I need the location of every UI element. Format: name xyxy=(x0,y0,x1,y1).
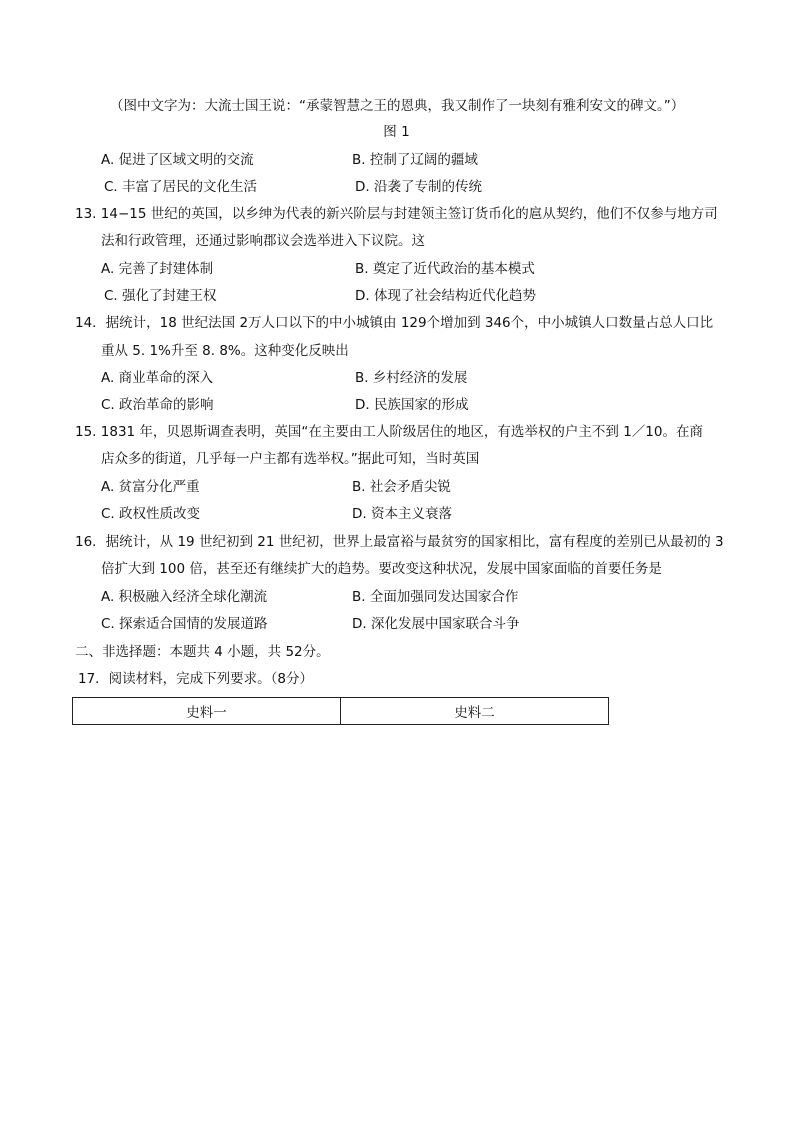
figure-caption: （图中文字为：大流士国王说：“承蒙智慧之王的恩典，我又制作了一块刻有雅利安文的碑文。”） xyxy=(110,98,685,114)
sources-table xyxy=(72,697,609,725)
q14-option-d: D. 民族国家的形成 xyxy=(355,397,469,413)
q13-option-b: B. 奠定了近代政治的基本模式 xyxy=(355,261,535,277)
q14-option-c: C. 政治革命的影响 xyxy=(101,397,214,413)
q16-stem-line2: 倍扩大到 100 倍，甚至还有继续扩大的趋势。要改变这种状况，发展中国家面临的首要任务是 xyxy=(101,561,662,577)
q12-option-d: D. 沿袭了专制的传统 xyxy=(355,179,482,195)
q14-stem-line2: 重从 5. 1%升至 8. 8%。这种变化反映出 xyxy=(101,343,349,359)
q15-stem-line2: 店众多的街道，几乎每一户主都有选举权。”据此可知，当时英国 xyxy=(101,451,480,467)
q16-option-a: A. 积极融入经济全球化潮流 xyxy=(101,589,268,605)
q14-option-b: B. 乡村经济的发展 xyxy=(355,370,468,386)
q15-option-a: A. 贫富分化严重 xyxy=(101,479,200,495)
q12-option-c: C. 丰富了居民的文化生活 xyxy=(104,179,258,195)
q13-option-c: C. 强化了封建王权 xyxy=(104,288,217,304)
table-header-source-2: 史料二 xyxy=(341,698,609,725)
q15-option-b: B. 社会矛盾尖锐 xyxy=(352,479,451,495)
q16-option-b: B. 全面加强同发达国家合作 xyxy=(352,589,519,605)
section-heading: 二、非选择题：本题共 4 小题，共 52分。 xyxy=(75,644,330,660)
q13-option-a: A. 完善了封建体制 xyxy=(101,261,214,277)
q12-option-a: A. 促进了区域文明的交流 xyxy=(101,152,254,168)
q12-option-b: B. 控制了辽阔的疆域 xyxy=(352,152,478,168)
q13-stem-line1: 13. 14−15 世纪的英国，以乡绅为代表的新兴阶层与封建领主签订货币化的扈从契约，他们不仅参与地方司 xyxy=(75,206,718,222)
q13-option-d: D. 体现了社会结构近代化趋势 xyxy=(355,288,536,304)
q17-stem: 17．阅读材料，完成下列要求。（8分） xyxy=(78,671,314,687)
q16-option-c: C. 探索适合国情的发展道路 xyxy=(101,616,268,632)
q15-stem-line1: 15. 1831 年，贝恩斯调查表明，英国“在主要由工人阶级居住的地区，有选举权的户主不到 1／10。在商 xyxy=(75,424,703,440)
q15-option-c: C. 政权性质改变 xyxy=(101,506,201,522)
figure-label: 图 1 xyxy=(383,124,410,140)
q15-option-d: D. 资本主义衰落 xyxy=(352,506,452,522)
table-row xyxy=(73,698,609,725)
q14-stem-line1: 14．据统计，18 世纪法国 2万人口以下的中小城镇由 129个增加到 346个，中小城镇人口数量占总人口比 xyxy=(75,315,714,331)
table-header-source-1: 史料一 xyxy=(73,698,341,725)
q14-option-a: A. 商业革命的深入 xyxy=(101,370,214,386)
q16-stem-line1: 16．据统计，从 19 世纪初到 21 世纪初，世界上最富裕与最贫穷的国家相比，富有程度的差别已从最初的 3 xyxy=(75,534,724,550)
q16-option-d: D. 深化发展中国家联合斗争 xyxy=(352,616,520,632)
q13-stem-line2: 法和行政管理，还通过影响郡议会选举进入下议院。这 xyxy=(101,233,425,249)
